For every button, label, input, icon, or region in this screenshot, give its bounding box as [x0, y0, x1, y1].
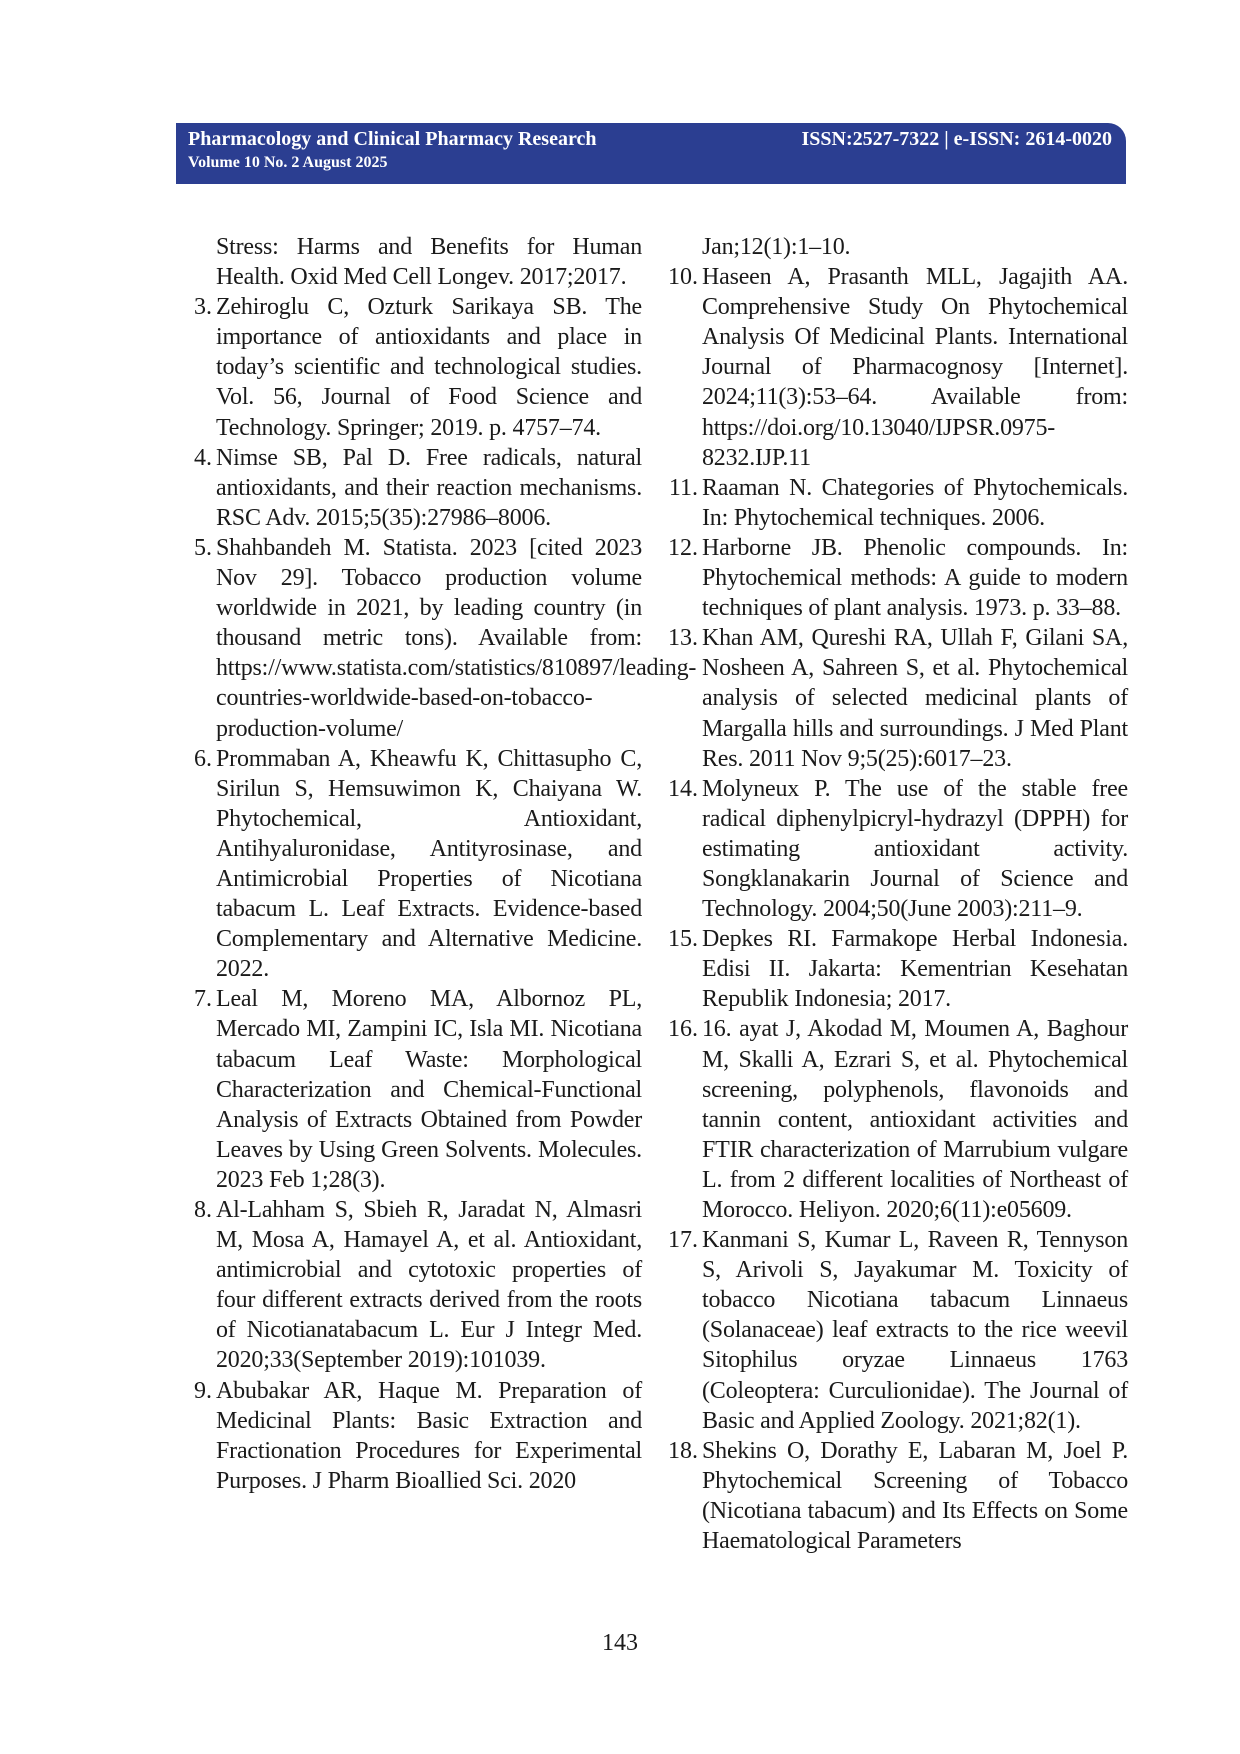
reference-text: Haseen A, Prasanth MLL, Jagajith AA. Comprehensive Study On Phytochemical Analysis Of Medicinal Plants. International Journal of Pharmacognosy [Internet]. 2024;11(3):53–64. Available from: https://doi.org/10.13040/IJPSR.0975-8232.IJP.11	[702, 264, 1128, 471]
reference-text: Harborne JB. Phenolic compounds. In: Phytochemical methods: A guide to modern techniques of plant analysis. 1973. p. 33–88.	[702, 534, 1128, 622]
reference-text: Molyneux P. The use of the stable free radical diphenylpicryl-hydrazyl (DPPH) for estimating antioxidant activity. Songklanakarin Journal of Science and Technology. 2004;50(June 2003):211–9.	[702, 775, 1128, 923]
reference-number: 7.	[194, 986, 212, 1013]
reference-number: 9.	[194, 1377, 212, 1404]
header-rule	[176, 181, 1126, 184]
reference-number: 14.	[668, 775, 698, 802]
reference-number: 15.	[668, 926, 698, 953]
reference-number: 8.	[194, 1197, 212, 1223]
reference-column-right	[662, 232, 1128, 1556]
reference-text: Al-Lahham S, Sbieh R, Jaradat N, Almasri M, Mosa A, Hamayel A, et al. Antioxidant, antimicrobial and cytotoxic properties of four different extracts derived from the roots of Nicotianatabacum L. Eur J Integr Med. 2020;33(September 2019):101039.	[216, 1197, 642, 1374]
reference-number: 10.	[668, 264, 698, 291]
reference-text: Prommaban A, Kheawfu K, Chittasupho C, Sirilun S, Hemsuwimon K, Chaiyana W. Phytochemical, Antioxidant, Antihyaluronidase, Antityrosinase, and Antimicrobial Properties of Nicotiana tabacum L. Leaf Extracts. Evidence-based Complementary and Alternative Medicine. 2022.	[216, 745, 642, 983]
reference-item	[662, 1014, 1128, 1225]
reference-number: 5.	[194, 534, 212, 561]
page-number: 143	[602, 1630, 638, 1656]
reference-text: Leal M, Moreno MA, Albornoz PL, Mercado MI, Zampini IC, Isla MI. Nicotiana tabacum Leaf Waste: Morphological Characterization and Chemical-Functional Analysis of Extracts Obtained from Powder Leaves by Using Green Solvents. Molecules. 2023 Feb 1;28(3).	[216, 986, 642, 1193]
reference-text: Kanmani S, Kumar L, Raveen R, Tennyson S, Arivoli S, Jayakumar M. Toxicity of tobacco Nicotiana tabacum Linnaeus (Solanaceae) leaf extracts to the rice weevil Sitophilus oryzae Linnaeus 1763 (Coleoptera: Curculionidae). The Journal of Basic and Applied Zoology. 2021;82(1).	[702, 1227, 1128, 1434]
reference-text: Nimse SB, Pal D. Free radicals, natural antioxidants, and their reaction mechanisms. RSC Adv. 2015;5(35):27986–8006.	[216, 444, 642, 531]
reference-number: 13.	[668, 625, 698, 652]
reference-item	[176, 292, 642, 442]
reference-item	[176, 984, 642, 1195]
reference-continuation	[662, 232, 1128, 262]
reference-text: Khan AM, Qureshi RA, Ullah F, Gilani SA, Nosheen A, Sahreen S, et al. Phytochemical analysis of selected medicinal plants of Margalla hills and surroundings. J Med Plant Res. 2011 Nov 9;5(25):6017–23.	[702, 625, 1128, 772]
reference-text: 16. ayat J, Akodad M, Moumen A, Baghour M, Skalli A, Ezrari S, et al. Phytochemical screening, polyphenols, flavonoids and tannin content, antioxidant activities and FTIR characterization of Marrubium vulgare L. from 2 different localities of Northeast of Morocco. Heliyon. 2020;6(11):e05609.	[702, 1016, 1128, 1223]
reference-number: 16.	[668, 1016, 698, 1043]
reference-item	[662, 1225, 1128, 1436]
reference-number: 11.	[668, 474, 698, 501]
reference-number: 6.	[194, 745, 212, 772]
reference-text: Shahbandeh M. Statista. 2023 [cited 2023 Nov 29]. Tobacco production volume worldwide in 2021, by leading country (in thousand metric tons). Available from: https://www.statista.com/statistics/810897/leading-countries-worldwide-based-on-tobacco-production-volume/	[216, 534, 697, 742]
reference-text: Abubakar AR, Haque M. Preparation of Medicinal Plants: Basic Extraction and Fractionation Procedures for Experimental Purposes. J Pharm Bioallied Sci. 2020	[216, 1377, 642, 1494]
reference-item	[662, 774, 1128, 924]
reference-text: Depkes RI. Farmakope Herbal Indonesia. Edisi II. Jakarta: Kementrian Kesehatan Republik Indonesia; 2017.	[702, 926, 1128, 1013]
journal-issn: ISSN:2527-7322 | e-ISSN: 2614-0020	[801, 128, 1112, 150]
reference-text: Jan;12(1):1–10.	[702, 234, 851, 260]
reference-text: Stress: Harms and Benefits for Human Health. Oxid Med Cell Longev. 2017;2017.	[216, 234, 642, 291]
reference-item	[176, 443, 642, 533]
reference-item	[176, 744, 642, 985]
reference-number: 12.	[668, 534, 698, 561]
journal-volume: Volume 10 No. 2 August 2025	[188, 154, 388, 171]
reference-text: Shekins O, Dorathy E, Labaran M, Joel P. Phytochemical Screening of Tobacco (Nicotiana tabacum) and Its Effects on Some Haematological Parameters	[702, 1437, 1128, 1555]
reference-item	[176, 1195, 642, 1376]
reference-number: 17.	[668, 1227, 698, 1254]
reference-item	[662, 473, 1128, 533]
reference-continuation	[176, 232, 642, 292]
reference-item	[662, 533, 1128, 623]
reference-item	[662, 1436, 1128, 1556]
reference-text: Zehiroglu C, Ozturk Sarikaya SB. The importance of antioxidants and place in today’s scientific and technological studies. Vol. 56, Journal of Food Science and Technology. Springer; 2019. p. 4757–74.	[216, 294, 642, 441]
reference-item	[662, 262, 1128, 473]
reference-number: 18.	[668, 1437, 698, 1464]
reference-number: 3.	[194, 294, 212, 321]
reference-item	[176, 1376, 642, 1496]
journal-header	[176, 123, 1126, 181]
reference-item	[662, 924, 1128, 1014]
reference-number: 4.	[194, 444, 212, 471]
journal-title: Pharmacology and Clinical Pharmacy Research	[188, 128, 597, 150]
reference-text: Raaman N. Chategories of Phytochemicals. In: Phytochemical techniques. 2006.	[702, 474, 1128, 531]
reference-item	[662, 623, 1128, 773]
